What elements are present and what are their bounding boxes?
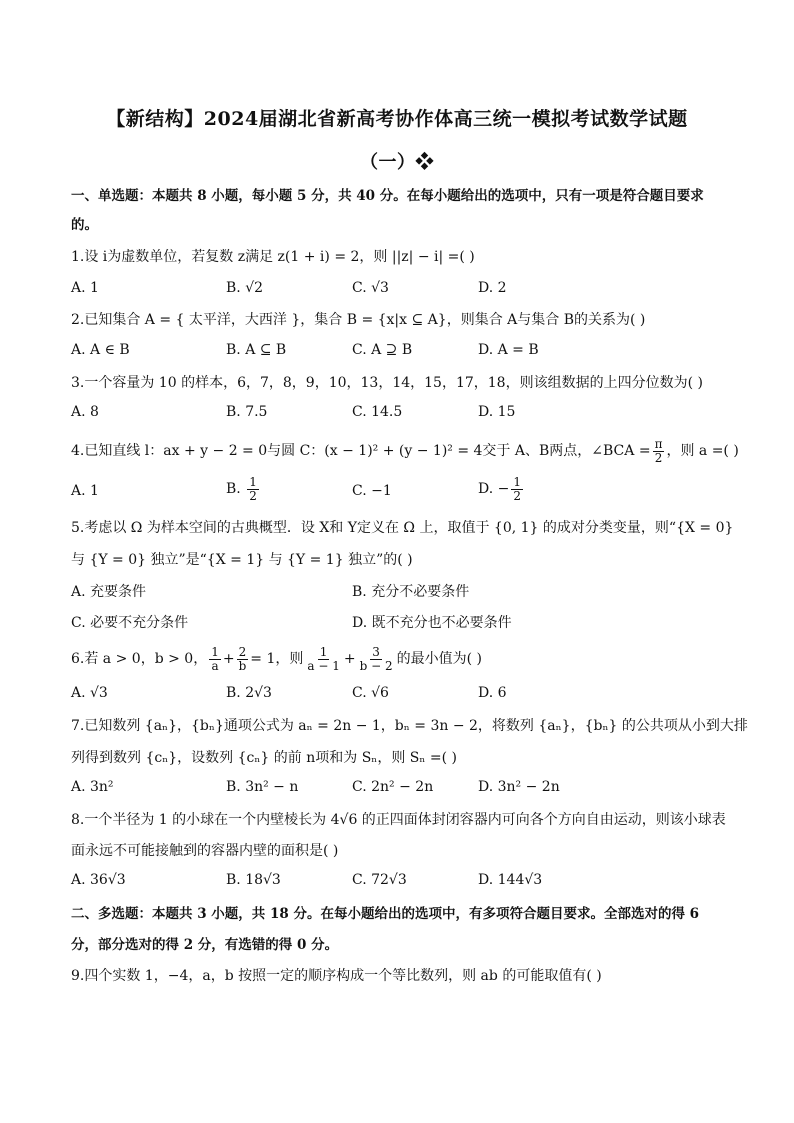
- question-2-option-c: C. A ⊇ B: [352, 342, 413, 358]
- question-5-option-d: D. 既不充分也不必要条件: [352, 615, 512, 631]
- question-7-option-d: D. 3n² − 2n: [478, 779, 560, 795]
- question-6-stem: [71, 642, 731, 676]
- question-3-option-d: D. 15: [478, 404, 516, 420]
- option-fraction: [247, 476, 259, 503]
- plus-sign: +: [343, 651, 356, 667]
- question-4-option-b: [226, 474, 261, 504]
- question-6-option-c: C. √6: [352, 685, 389, 701]
- fraction-numerator: 3: [372, 644, 380, 659]
- question-4-option-a: A. 1: [71, 483, 99, 499]
- question-7-option-b: B. 3n² − n: [226, 779, 299, 795]
- question-6-text: 6.若 a > 0，b > 0，: [71, 651, 208, 667]
- question-3-stem: 3.一个容量为 10 的样本，6，7，8，9，10，13，14，15，17，18，则该组数据的上四分位数为( ): [71, 375, 703, 391]
- question-4-stem: [71, 436, 739, 466]
- question-1-option-d: D. 2: [478, 280, 507, 296]
- fraction-denominator: a − 1: [307, 658, 340, 673]
- question-2-option-d: D. A = B: [478, 342, 539, 358]
- question-4-option-c: C. −1: [352, 483, 392, 499]
- question-3-option-c: C. 14.5: [352, 404, 403, 420]
- fraction-numerator: 2: [238, 644, 247, 659]
- section-2-instructions: 二、多选题：本题共 3 小题，共 18 分。在每小题给出的选项中，有多项符合题目要求。全部选对的得 6: [71, 906, 700, 922]
- question-8-stem: 8.一个半径为 1 的小球在一个内壁棱长为 4√6 的正四面体封闭容器内可向各个方向自由运动，则该小球表: [71, 812, 726, 828]
- question-6-text: = 1，则: [250, 651, 304, 667]
- fraction-numerator: π: [654, 436, 663, 451]
- section-1-instructions: 一、单选题：本题共 8 小题，每小题 5 分，共 40 分。在每小题给出的选项中，只有一项是符合题目要求: [71, 188, 704, 204]
- question-5-option-a: A. 充要条件: [71, 584, 147, 600]
- section-2-instructions-cont: 分，部分选对的得 2 分，有选错的得 0 分。: [71, 937, 339, 953]
- question-2-option-a: A. A ∈ B: [71, 342, 130, 358]
- option-label: B.: [226, 481, 241, 497]
- plus-sign: +: [222, 651, 235, 667]
- question-3-option-a: A. 8: [71, 404, 99, 420]
- question-6-option-d: D. 6: [478, 685, 507, 701]
- question-4-option-d: [478, 474, 525, 504]
- question-5-stem-cont: 与 {Y = 0} 独立”是“{X = 1} 与 {Y = 1} 独立”的( ): [71, 552, 413, 568]
- question-7-option-c: C. 2n² − 2n: [352, 779, 434, 795]
- question-1-option-a: A. 1: [71, 280, 99, 296]
- fraction-denominator: b − 2: [359, 658, 393, 673]
- fraction-denominator: 2: [513, 488, 521, 503]
- question-6-text: 的最小值为( ): [396, 651, 482, 667]
- fraction-3-over-b-minus-2: [358, 646, 395, 673]
- fraction-1-over-a-minus-1: [305, 646, 341, 673]
- question-4-stem-tail: ，则 a =( ): [666, 443, 739, 459]
- fraction-denominator: a: [211, 658, 219, 673]
- question-3-option-b: B. 7.5: [226, 404, 268, 420]
- question-7-stem: 7.已知数列 {aₙ}，{bₙ}通项公式为 aₙ = 2n − 1，bₙ = 3n − 2，将数列 {aₙ}，{bₙ} 的公共项从小到大排: [71, 718, 748, 734]
- question-6-option-b: B. 2√3: [226, 685, 272, 701]
- section-1-instructions-cont: 的。: [71, 217, 98, 233]
- fraction-numerator: 1: [319, 644, 328, 659]
- option-label: D. −: [478, 481, 510, 497]
- question-4-stem-text: 4.已知直线 l：ax + y − 2 = 0与圆 C：(x − 1)² + (y − 1)² = 4交于 A、B两点，∠BCA =: [71, 443, 651, 459]
- exam-title-subline: （一）❖: [360, 152, 434, 173]
- fraction-1-over-a: [209, 646, 221, 673]
- question-8-option-d: D. 144√3: [478, 872, 543, 888]
- option-fraction: [511, 476, 523, 503]
- question-1-option-b: B. √2: [226, 280, 264, 296]
- question-8-stem-cont: 面永远不可能接触到的容器内壁的面积是( ): [71, 843, 339, 859]
- question-2-stem: 2.已知集合 A = { 太平洋，大西洋 }，集合 B = {x|x ⊆ A}，则集合 A与集合 B的关系为( ): [71, 312, 646, 328]
- question-1-option-c: C. √3: [352, 280, 389, 296]
- fraction-numerator: 1: [513, 474, 521, 489]
- fraction-denominator: b: [238, 658, 247, 673]
- question-5-option-b: B. 充分不必要条件: [352, 584, 470, 600]
- question-4-fraction-pi-over-2: [653, 438, 665, 465]
- fraction-denominator: 2: [249, 488, 257, 503]
- fraction-denominator: 2: [654, 450, 663, 465]
- fraction-numerator: 1: [249, 474, 257, 489]
- question-9-stem: 9.四个实数 1，−4，a，b 按照一定的顺序构成一个等比数列，则 ab 的可能取值有( ): [71, 968, 602, 984]
- question-6-option-a: A. √3: [71, 685, 108, 701]
- question-5-stem: 5.考虑以 Ω 为样本空间的古典概型．设 X和 Y定义在 Ω 上，取值于 {0, 1} 的成对分类变量，则“{X = 0}: [71, 520, 734, 536]
- question-5-option-c: C. 必要不充分条件: [71, 615, 189, 631]
- question-8-option-a: A. 36√3: [71, 872, 126, 888]
- question-8-option-c: C. 72√3: [352, 872, 407, 888]
- question-8-option-b: B. 18√3: [226, 872, 281, 888]
- question-7-stem-cont: 列得到数列 {cₙ}，设数列 {cₙ} 的前 n项和为 Sₙ，则 Sₙ =( ): [71, 750, 457, 766]
- question-7-option-a: A. 3n²: [71, 779, 114, 795]
- exam-title: 【新结构】2024届湖北省新高考协作体高三统一模拟考试数学试题: [106, 108, 688, 130]
- fraction-2-over-b: [237, 646, 249, 673]
- fraction-numerator: 1: [211, 644, 219, 659]
- question-1-stem: 1.设 i为虚数单位，若复数 z满足 z(1 + i) = 2，则 ||z| − i| =( ): [71, 249, 475, 265]
- question-2-option-b: B. A ⊆ B: [226, 342, 287, 358]
